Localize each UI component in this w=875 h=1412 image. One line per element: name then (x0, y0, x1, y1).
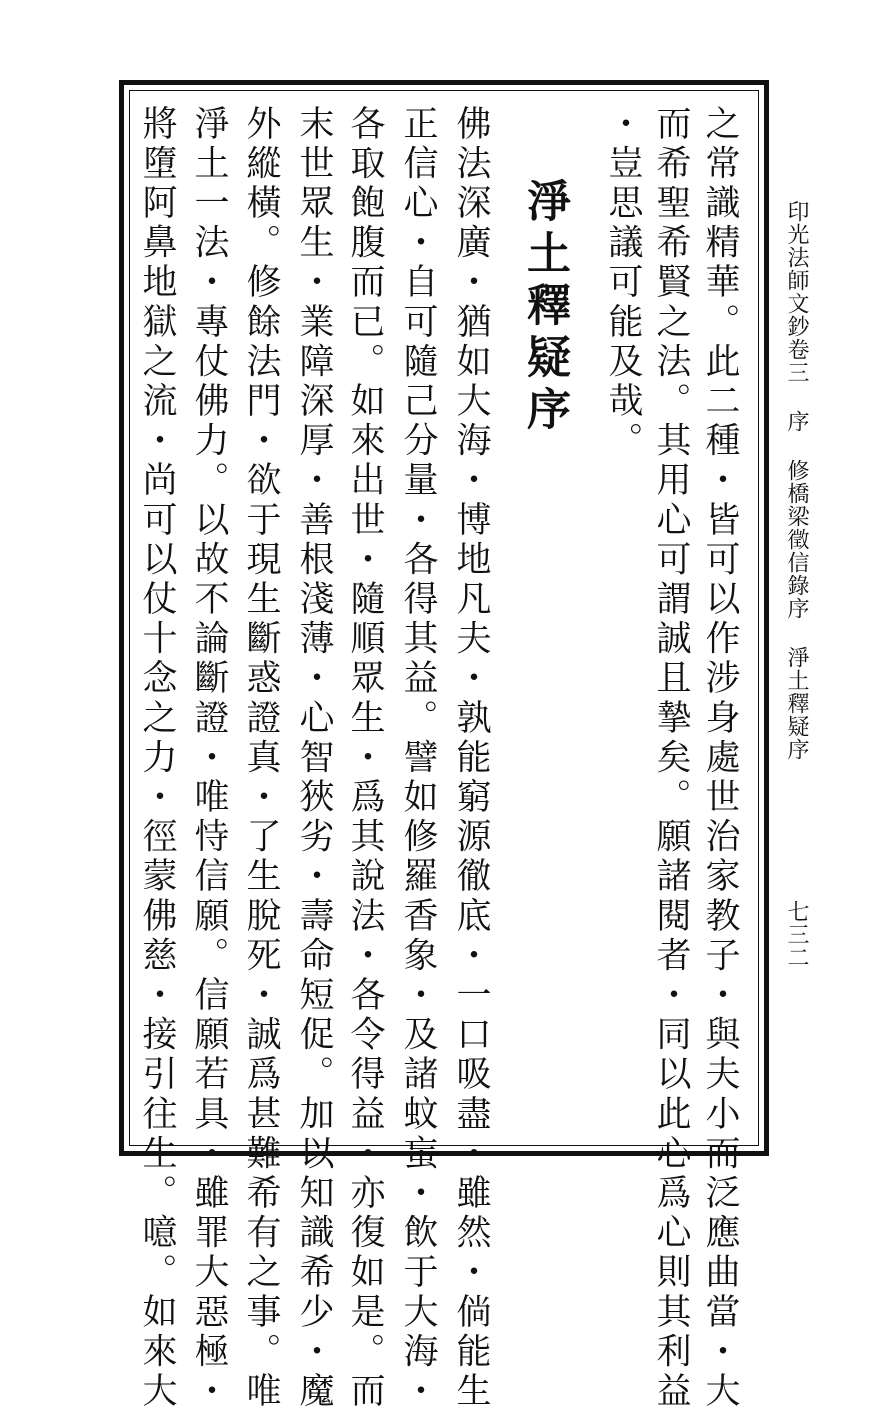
article-title: 淨土釋疑序 (519, 178, 570, 438)
text-column: 而希聖希賢之法。其用心可謂誠且摯矣。願諸閱者・同以此心爲心則其利益 (651, 105, 691, 1412)
text-column: ・豈思議可能及哉。 (603, 105, 643, 462)
page-number: 七三二 (784, 900, 809, 969)
text-column: 末世眾生・業障深厚・善根淺薄・心智狹劣・壽命短促。加以知識希少・魔 (294, 105, 334, 1412)
text-column: 佛法深廣・猶如大海・博地凡夫・孰能窮源徹底・一口吸盡・雖然・倘能生 (451, 105, 491, 1412)
text-column: 將墮阿鼻地獄之流・尚可以仗十念之力・徑蒙佛慈・接引往生。噫。如來大 (137, 105, 177, 1412)
running-header: 印光法師文鈔卷三 序 修橋梁徵信錄序 淨土釋疑序 (784, 200, 809, 761)
text-column: 正信心・自可隨己分量・各得其益。譬如修羅香象・及諸蚊䖟・飲于大海・ (398, 105, 438, 1412)
text-column: 各取飽腹而已。如來出世・隨順眾生・爲其說法・各令得益・亦復如是。而 (345, 105, 385, 1412)
text-column: 淨土一法・專仗佛力。以故不論斷證・唯恃信願。信願若具・雖罪大惡極・ (189, 105, 229, 1412)
text-column: 之常識精華。此二種・皆可以作涉身處世治家教子・與夫小而泛應曲當・大 (700, 105, 740, 1412)
text-column: 外縱橫。修餘法門・欲于現生斷惑證真・了生脫死・誠爲甚難希有之事。唯 (241, 105, 281, 1412)
